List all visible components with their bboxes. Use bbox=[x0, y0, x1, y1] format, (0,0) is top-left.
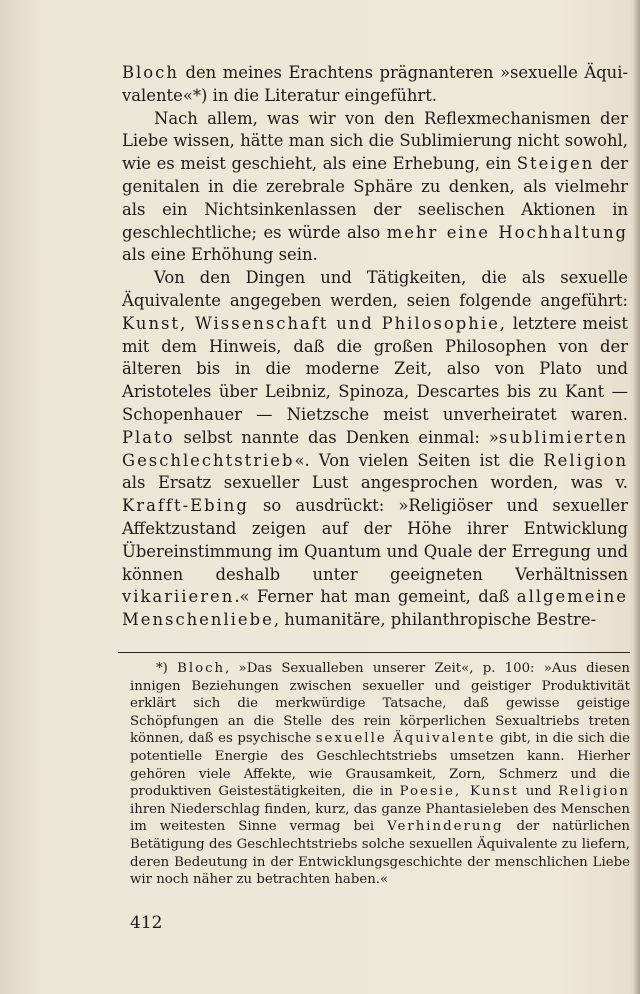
paragraph-2 bbox=[122, 108, 628, 268]
spaced-emphasis: Plato bbox=[122, 427, 175, 447]
footnote bbox=[130, 660, 630, 889]
spaced-emphasis: Verhinderung bbox=[387, 819, 504, 835]
spaced-emphasis: vikariieren bbox=[122, 587, 235, 607]
text-run: Von den Dingen und Tätigkeiten, die als sexuelle Äquivalente angegeben werden, seien folgende angeführt: bbox=[122, 268, 628, 310]
text-run: , humanitäre, philanthropische Bestre- bbox=[273, 610, 597, 630]
spaced-emphasis: Krafft-Ebing bbox=[122, 496, 249, 516]
text-run: und bbox=[518, 784, 559, 800]
text-run: als eine Erhöhung sein. bbox=[122, 245, 318, 265]
spaced-emphasis: allgemeine Menschenliebe bbox=[122, 587, 628, 630]
text-run: selbst nannte das Denken einmal: » bbox=[174, 427, 499, 447]
footnote-divider bbox=[118, 652, 630, 653]
text-run: Nach allem, was wir von den Reflexmechanismen der Liebe wissen, hätte man sich die Sublimierung nicht sowohl, wie es meist geschieht, als eine Erhebung, ein bbox=[122, 108, 628, 174]
spaced-emphasis: Religion bbox=[558, 784, 630, 800]
text-run: letztere meist mit dem Hinweis, daß die großen Philosophen von der älteren bis in die moderne Zeit, also von Plato und Aristoteles über Leibniz, Spinoza, Descartes bis zu Kant — Schopenhauer — Nietzsche meist unverheiratet waren. bbox=[122, 313, 629, 424]
spaced-emphasis: Poesie, Kunst bbox=[399, 784, 519, 800]
spaced-emphasis: sexuelle Äquivalente bbox=[315, 731, 496, 747]
text-run: ihren Niederschlag finden, kurz, das ganze Phantasieleben des Menschen im weitesten Sinne vermag bei bbox=[130, 801, 630, 835]
spaced-emphasis: Steigen bbox=[516, 154, 595, 174]
text-run: den meines Erachtens prägnanteren »sexuelle Äquivalente«*) in die Literatur eingeführt. bbox=[122, 63, 628, 105]
text-run: , »Das Sexualleben unserer Zeit«, p. 100: »Aus diesen innigen Beziehungen zwischen sexueller und geistiger Produktivität erklärt sich die merkwürdige Tatsache, daß gewisse geistige Schöpfungen an die Stelle des rein körperlichen Sexualtriebs treten können, daß es psychische bbox=[130, 661, 630, 747]
spaced-emphasis: sublimierten Geschlechtstrieb bbox=[122, 427, 628, 470]
text-run: der genitalen in die zerebrale Sphäre zu denken, als vielmehr als ein Nichtsinkenlassen der seelischen Aktionen in geschlechtliche; es würde also bbox=[122, 154, 628, 242]
text-run: *) bbox=[156, 661, 178, 676]
text-run: so ausdrückt: »Religiöser und sexueller Affektzustand zeigen auf der Höhe ihrer Entwicklung Übereinstimmung im Quantum und Quale der Erregung und können deshalb unter geeigneten Verhältnissen bbox=[122, 496, 628, 584]
spaced-emphasis: mehr eine Hochhaltung bbox=[386, 222, 628, 242]
text-run: als Ersatz sexueller Lust angesprochen worden, was v. bbox=[122, 473, 628, 493]
paragraph-1 bbox=[122, 62, 628, 108]
paragraph-3 bbox=[122, 267, 628, 632]
spaced-emphasis: Bloch bbox=[177, 661, 226, 676]
text-run: .« Ferner hat man gemeint, daß bbox=[234, 587, 517, 607]
main-text-body bbox=[122, 62, 628, 632]
page-number: 412 bbox=[130, 913, 163, 933]
text-run: der natürlichen Betätigung des Geschlechtstriebs solche sexuellen Äquivalente zu liefern, deren Bedeutung in der Entwicklungsgeschichte der menschlichen Liebe wir noch näher zu betrachten haben.« bbox=[130, 819, 630, 888]
spaced-emphasis: Religion bbox=[543, 450, 628, 470]
footnote-text bbox=[130, 660, 630, 889]
text-run: «. Von vielen Seiten ist die bbox=[294, 450, 544, 470]
text-run: gibt, in die sich die potentielle Energie des Geschlechtstriebs umsetzen kann. Hierher gehören viele Affekte, wie Grausamkeit, Zorn, Schmerz und die produktiven Geistestätigkeiten, die in bbox=[130, 731, 630, 800]
page-edge-shadow bbox=[634, 0, 640, 994]
spaced-emphasis: Kunst, Wissenschaft und Philosophie, bbox=[122, 313, 507, 333]
spaced-emphasis: Bloch bbox=[122, 63, 179, 82]
